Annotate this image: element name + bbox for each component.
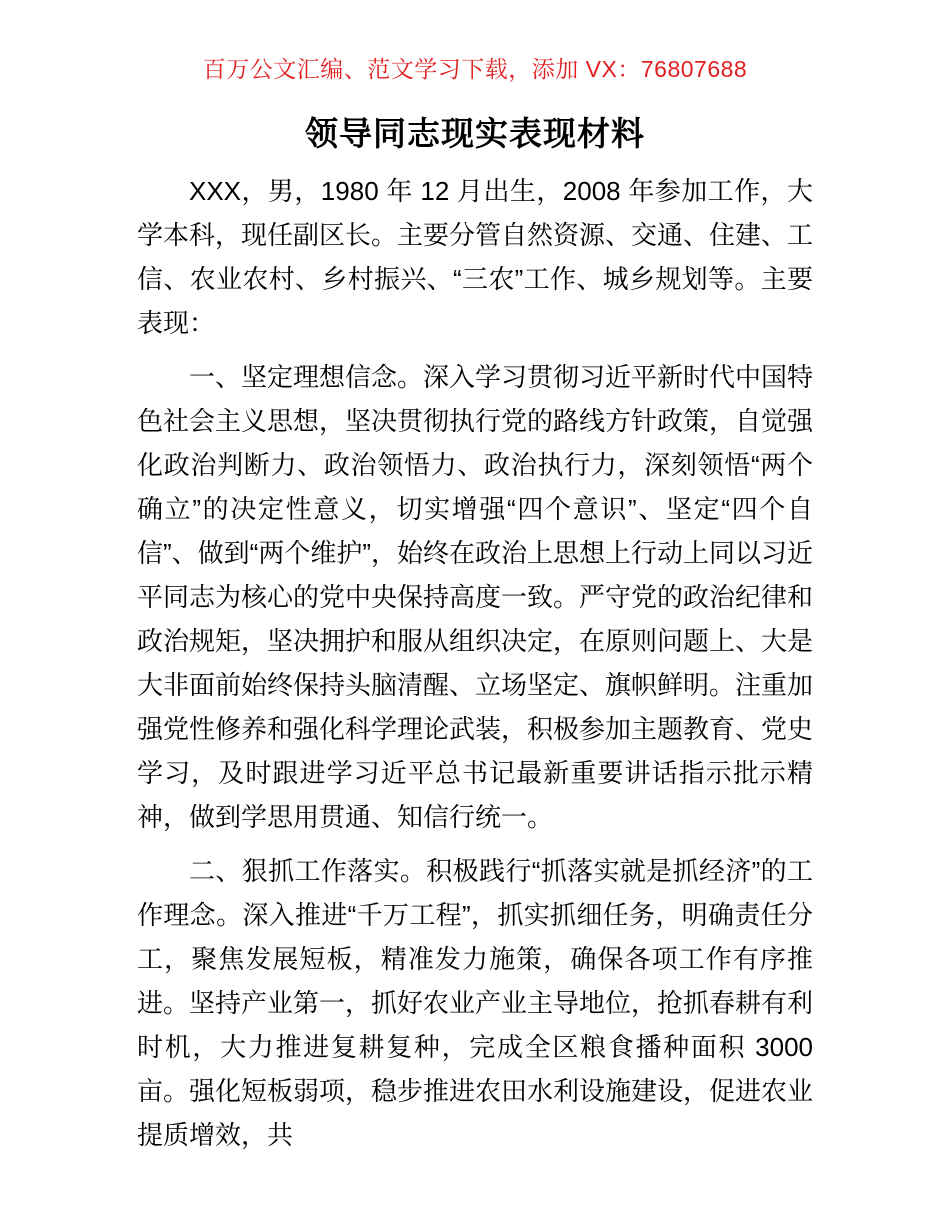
promo-watermark-text: 百万公文汇编、范文学习下载，添加 VX：76807688 — [202, 56, 748, 82]
document-body — [137, 169, 813, 1157]
intro-paragraph: XXX，男，1980 年 12 月出生，2008 年参加工作，大学本科，现任副区长。主要分管自然资源、交通、住建、工信、农业农村、乡村振兴、“三农”工作、城乡规划等。主要表现： — [137, 176, 814, 338]
document-title: 领导同志现实表现材料 — [305, 115, 645, 152]
section-1-paragraph: 一、坚定理想信念。深入学习贯彻习近平新时代中国特色社会主义思想，坚决贯彻执行党的路线方针政策，自觉强化政治判断力、政治领悟力、政治执行力，深刻领悟“两个确立”的决定性意义，切实增强“四个意识”、坚定“四个自信”、做到“两个维护”，始终在政治上思想上行动上同以习近平同志为核心的党中央保持高度一致。严守党的政治纪律和政治规矩，坚决拥护和服从组织决定，在原则问题上、大是大非面前始终保持头脑清醒、立场坚定、旗帜鲜明。注重加强党性修养和强化科学理论武装，积极参加主题教育、党史学习，及时跟进学习近平总书记最新重要讲话指示批示精神，做到学思用贯通、知信行统一。 — [137, 362, 814, 832]
section-2-paragraph: 二、狠抓工作落实。积极践行“抓落实就是抓经济”的工作理念。深入推进“千万工程”，抓实抓细任务，明确责任分工，聚焦发展短板，精准发力施策，确保各项工作有序推进。坚持产业第一，抓好农业产业主导地位，抢抓春耕有利时机，大力推进复耕复种，完成全区粮食播种面积 3000 亩。强化短板弱项，稳步推进农田水利设施建设，促进农业提质增效，共 — [137, 856, 814, 1150]
